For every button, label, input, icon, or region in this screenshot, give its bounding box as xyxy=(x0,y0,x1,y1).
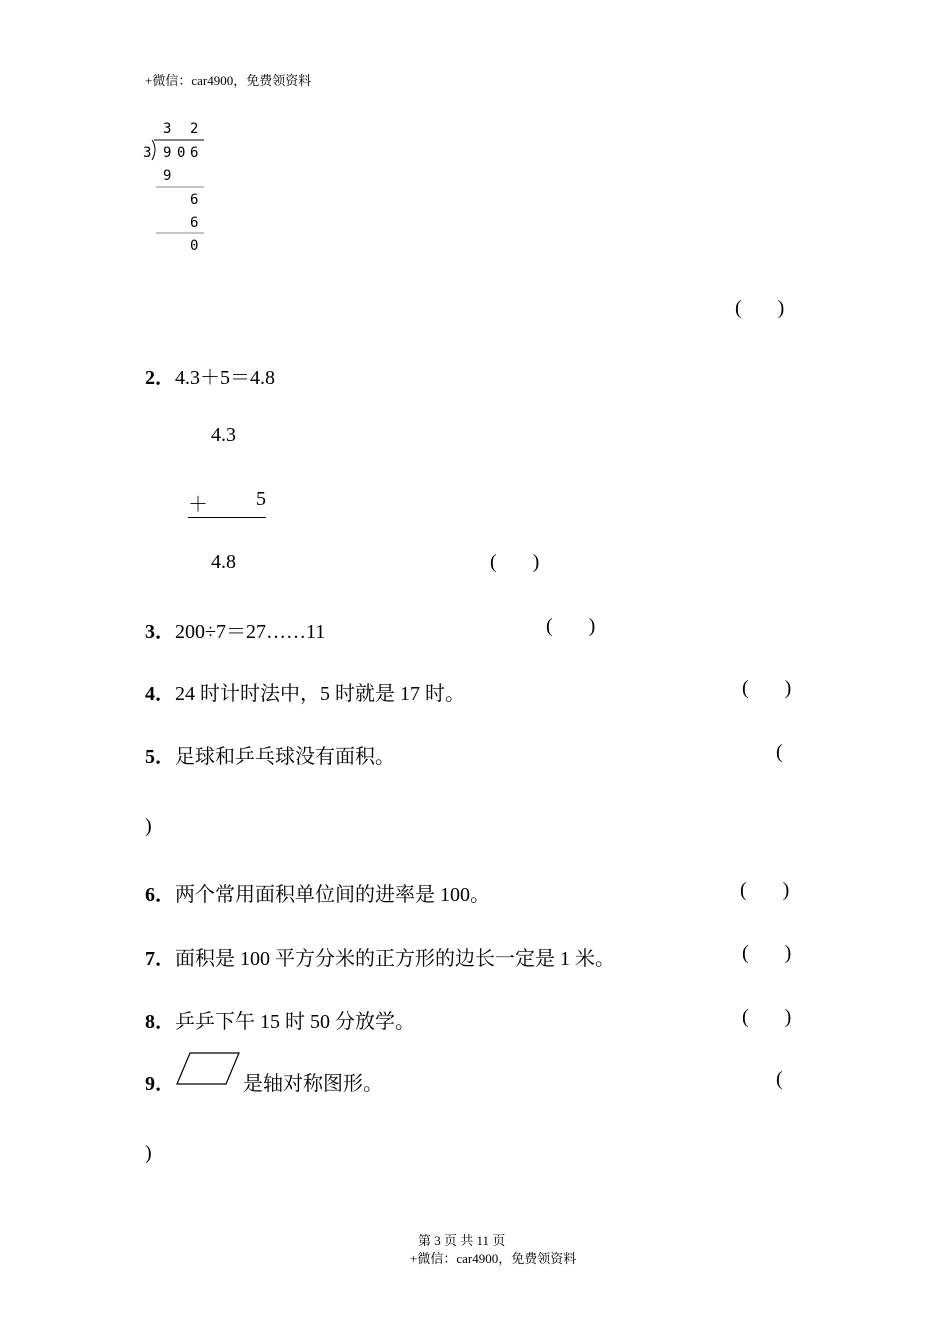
sum-value: 4.8 xyxy=(211,551,236,573)
answer-paren[interactable]: ( ) xyxy=(742,1006,792,1028)
answer-paren[interactable]: ( ) xyxy=(735,297,785,319)
question-text: 两个常用面积单位间的进率是 100。 xyxy=(175,884,490,906)
plus-sign: ＋ xyxy=(188,494,208,516)
answer-paren-close[interactable]: ) xyxy=(145,1142,152,1164)
answer-paren[interactable]: ( ) xyxy=(742,942,792,964)
divisor: 3 xyxy=(143,145,152,161)
question-8: 8．乒乒下午 15 时 50 分放学。 xyxy=(145,1011,415,1033)
page-number: 第 3 页 共 11 页 xyxy=(418,1233,506,1248)
answer-paren[interactable]: ( ) xyxy=(546,615,596,637)
division-step: 9 xyxy=(163,168,172,184)
answer-paren[interactable]: ( ) xyxy=(742,677,792,699)
question-number: 6 xyxy=(145,884,155,906)
question-text: 面积是 100 平方分米的正方形的边长一定是 1 米。 xyxy=(175,948,615,970)
division-step: 6 xyxy=(190,215,199,231)
answer-paren-close[interactable]: ) xyxy=(145,815,152,837)
addend-2: 5 xyxy=(256,488,266,510)
answer-paren[interactable]: ( ) xyxy=(490,551,540,573)
addition-operator-line xyxy=(188,488,266,518)
question-text: 4.3＋5＝4.8 xyxy=(175,367,275,389)
question-number: 8 xyxy=(145,1011,155,1033)
question-text: 乒乒下午 15 时 50 分放学。 xyxy=(175,1011,415,1033)
question-7: 7．面积是 100 平方分米的正方形的边长一定是 1 米。 xyxy=(145,948,615,970)
question-3: 3．200÷7＝27……11 xyxy=(145,621,326,643)
question-text: 是轴对称图形。 xyxy=(243,1073,383,1095)
question-text: 足球和乒乓球没有面积。 xyxy=(175,746,395,768)
question-number: 3 xyxy=(145,621,155,643)
question-9: 9． xyxy=(145,1073,175,1095)
division-remainder: 0 xyxy=(190,238,199,254)
dividend-digit: 6 xyxy=(190,145,199,161)
division-step: 6 xyxy=(190,192,199,208)
question-number: 9 xyxy=(145,1073,155,1095)
dividend-digit: 9 xyxy=(163,145,172,161)
question-text: 24 时计时法中，5 时就是 17 时。 xyxy=(175,683,465,705)
question-number: 2 xyxy=(145,367,155,389)
question-number: 4 xyxy=(145,683,155,705)
answer-paren-open[interactable]: ( xyxy=(776,741,783,763)
answer-paren-open[interactable]: ( xyxy=(776,1068,783,1090)
question-6: 6．两个常用面积单位间的进率是 100。 xyxy=(145,884,490,906)
quotient-digit: 2 xyxy=(190,121,199,137)
question-4: 4．24 时计时法中，5 时就是 17 时。 xyxy=(145,683,465,705)
question-text: 200÷7＝27……11 xyxy=(175,621,326,643)
question-number: 7 xyxy=(145,948,155,970)
header-watermark: +微信：car4900，免费领资料 xyxy=(145,73,312,88)
addend-1: 4.3 xyxy=(211,424,236,446)
dividend-digit: 0 xyxy=(177,145,186,161)
question-2: 2．4.3＋5＝4.8 xyxy=(145,367,275,389)
parallelogram-figure xyxy=(176,1051,242,1087)
quotient-digit: 3 xyxy=(163,121,172,137)
question-number: 5 xyxy=(145,746,155,768)
question-5: 5．足球和乒乓球没有面积。 xyxy=(145,746,395,768)
footer-watermark: +微信：car4900，免费领资料 xyxy=(410,1251,577,1266)
answer-paren[interactable]: ( ) xyxy=(740,879,790,901)
